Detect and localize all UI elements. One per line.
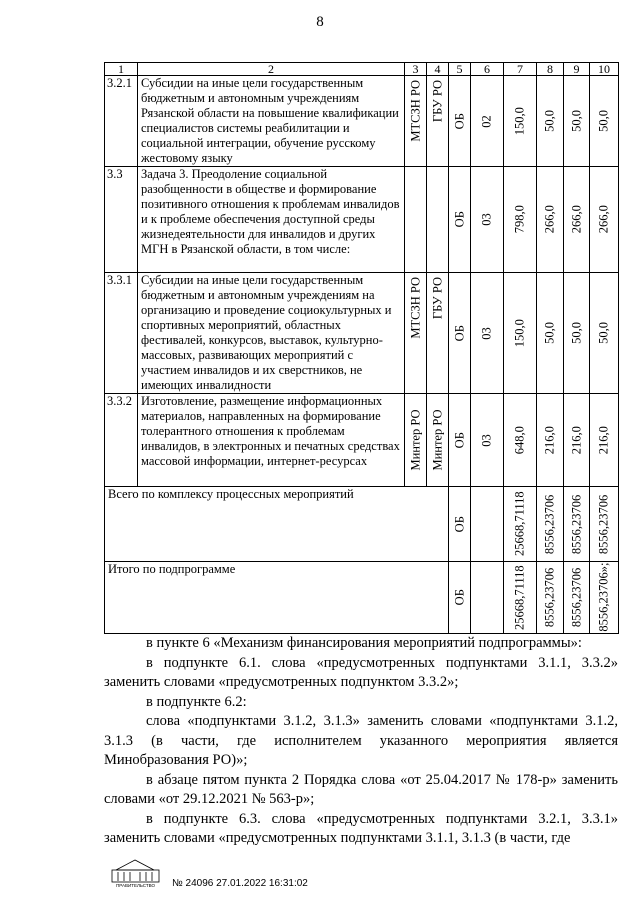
government-building-logo [108, 856, 163, 888]
paragraph: в подпункте 6.1. слова «предусмотренных подпунктами 3.1.1, 3.3.2» заменить словами «предусмотренных подпунктом 3.3.2»; [104, 654, 618, 690]
row-number: 3.3 [105, 167, 138, 273]
year-value: 216,0 [596, 425, 611, 455]
header-cell: 10 [590, 63, 619, 76]
year-value: 8556,23706 [569, 567, 583, 628]
header-cell: 7 [504, 63, 537, 76]
year-value: 216,0 [542, 425, 557, 455]
total-value: 798,0 [512, 205, 527, 234]
year-value: 8556,23706 [596, 494, 611, 554]
row-description: Задача 3. Преодоление социальной разобщенности в обществе и формирование позитивного отношения к проблемам инвалидов и к проблеме обеспечения доступной среды жизнедеятельности для инвалидов и других МГН в Рязанской области, в том числе: [138, 167, 405, 273]
paragraph: в пункте 6 «Механизм финансирования мероприятий подпрограммы»: [146, 635, 582, 651]
year-value: 266,0 [596, 205, 611, 234]
executor: МТСЗН РО [408, 80, 422, 142]
header-cell: 8 [537, 63, 564, 76]
co-executor: ГБУ РО [430, 80, 444, 123]
funding-table [104, 62, 619, 634]
year-value: 266,0 [542, 205, 557, 234]
year-value: 216,0 [569, 425, 583, 455]
table-row [105, 76, 619, 167]
paragraph: в абзаце пятом пункта 2 Порядка слова «от 25.04.2017 № 178-р» заменить словами «от 29.12.2021 № 563-р»; [104, 771, 618, 807]
page-number: 8 [316, 14, 324, 30]
row-description: Субсидии на иные цели государственным бюджетным и автономным учреждениям Рязанской области на повышение квалификации специалистов системы реабилитации и социальной интеграции, обучение русскому жестовому языку [138, 76, 405, 167]
year-value: 50,0 [596, 322, 611, 344]
year-value: 50,0 [596, 110, 611, 132]
total-value: 150,0 [512, 106, 527, 136]
row-description: Изготовление, размещение информационных материалов, направленных на формирование толерантного отношения к проблемам инвалидов, в электронных и печатных средствах массовой информации, интернет-ресурсах [138, 394, 405, 487]
year-value: 50,0 [569, 110, 583, 132]
row-number: 3.3.1 [105, 273, 138, 394]
paragraph: в подпункте 6.2: [146, 693, 247, 710]
code-cell: 03 [479, 213, 494, 226]
paragraph: в подпункте 6.3. слова «предусмотренных подпунктами 3.2.1, 3.3.1» заменить словами «предусмотренных подпунктами 3.1.1, 3.1.3 (в части, где [104, 810, 618, 846]
table-row [105, 167, 619, 273]
total-row [105, 487, 619, 562]
total-label: Всего по комплексу процессных мероприятий [105, 487, 449, 562]
itogo-label: Итого по подпрограмме [105, 562, 449, 634]
executor: МТСЗН РО [408, 277, 422, 339]
table-row [105, 394, 619, 487]
funding-source: ОБ [452, 211, 466, 228]
funding-source: ОБ [452, 431, 466, 449]
co-executor: Минтер РО [430, 409, 444, 471]
row-number: 3.2.1 [105, 76, 138, 167]
logo-text: ПРАВИТЕЛЬСТВО [116, 883, 155, 888]
table-header-row [105, 63, 619, 76]
document-code: № 24096 27.01.2022 16:31:02 [172, 878, 308, 889]
header-cell: 4 [427, 63, 449, 76]
header-cell: 9 [564, 63, 590, 76]
year-value: 8556,23706 [569, 494, 583, 554]
paragraph: слова «подпунктами 3.1.2, 3.1.3» заменить словами «подпунктами 3.1.2, 3.1.3 (в части, где исполнителем указанного мероприятия является Минобразования РО)»; [104, 713, 618, 768]
header-cell: 6 [471, 63, 504, 76]
total-value: 150,0 [512, 318, 527, 348]
header-cell: 2 [138, 63, 405, 76]
year-value: 50,0 [569, 322, 583, 344]
executor: Минтер РО [408, 409, 422, 471]
co-executor: ГБУ РО [430, 277, 444, 320]
year-value: 8556,23706»; [596, 562, 611, 633]
code-cell: 03 [479, 433, 494, 447]
amendment-text [104, 634, 618, 849]
row-description: Субсидии на иные цели государственным бюджетным и автономным учреждениям на организацию и проведение социокультурных и спортивных мероприятий, областных фестивалей, конкурсов, выставок, культурно-массовых, развивающих мероприятий с участием инвалидов и их сверстников, не имеющих инвалидности [138, 273, 405, 394]
header-cell: 3 [405, 63, 427, 76]
row-number: 3.3.2 [105, 394, 138, 487]
table-row [105, 273, 619, 394]
year-value: 8556,23706 [542, 567, 557, 628]
year-value: 266,0 [569, 205, 583, 234]
funding-source: ОБ [452, 515, 466, 533]
year-value: 50,0 [542, 322, 557, 344]
total-value: 25668,71118 [512, 491, 527, 557]
total-value: 25668,71118 [512, 565, 527, 630]
code-cell: 02 [479, 114, 494, 128]
funding-source: ОБ [452, 589, 466, 606]
code-cell: 03 [479, 326, 494, 340]
funding-source: ОБ [452, 324, 466, 342]
itogo-row [105, 562, 619, 634]
total-value: 648,0 [512, 425, 527, 455]
header-cell: 5 [449, 63, 471, 76]
header-cell: 1 [105, 63, 138, 76]
year-value: 50,0 [542, 110, 557, 132]
funding-source: ОБ [452, 112, 466, 130]
year-value: 8556,23706 [542, 494, 557, 554]
